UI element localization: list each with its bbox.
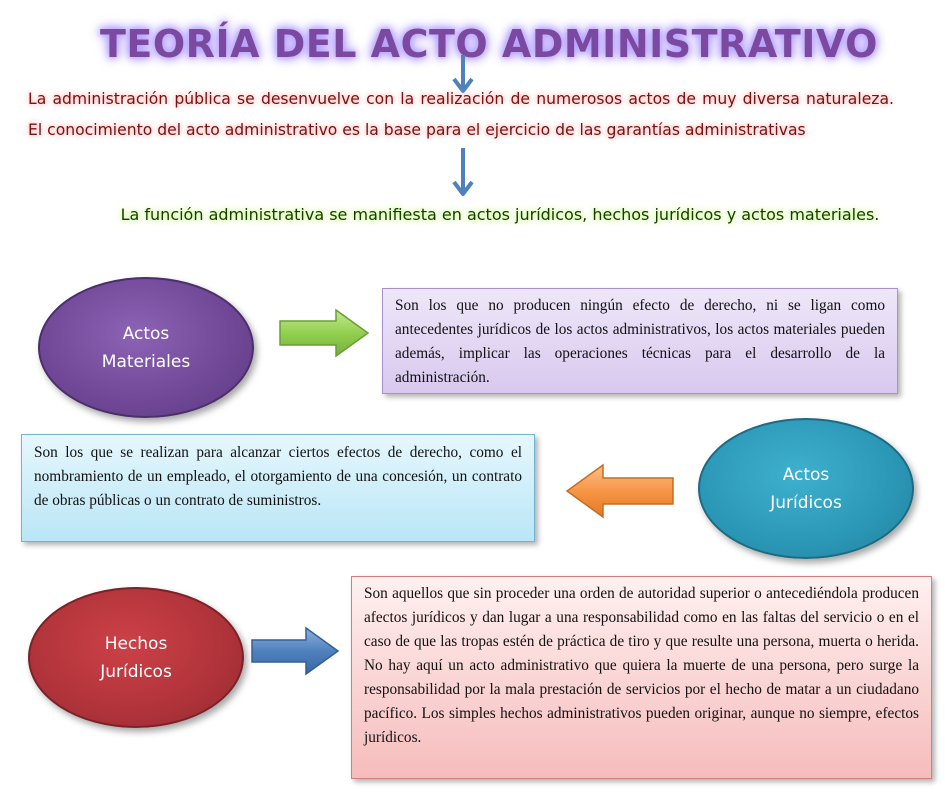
node-hechos-juridicos (28, 587, 244, 728)
arrow-right-icon (250, 626, 340, 676)
description-actos-juridicos: Son los que se realizan para alcanzar ciertos efectos de derecho, como el nombramiento de un empleado, el otorgamiento de una concesión, un contrato de obras públicas o un contrato de suministros. (21, 434, 535, 542)
node-actos-materiales (38, 277, 254, 418)
node-actos-juridicos (698, 418, 914, 559)
arrow-down-icon (452, 148, 474, 198)
intro-text: La administración pública se desenvuelve con la realización de numerosos actos de muy diversa naturaleza. El conocimiento del acto administrativo es la base para el ejercicio de las garantías administrativas (28, 90, 894, 139)
node-label-line1: Hechos (104, 633, 168, 654)
description-hechos-juridicos: Son aquellos que sin proceder una orden de autoridad superior o antecediéndola producen afectos jurídicos y dan lugar a una responsabilidad como en las faltas del servicio o en el caso de que las tropas estén de práctica de tiro y que resulte una persona, muerta o herida. No hay aquí un acto administrativo que quiera la muerte de una persona, pero surge la responsabilidad por la mala prestación de servicios por el hecho de matar a un ciudadano pacífico. Los simples hechos administrativos pueden originar, aunque no siempre, efectos jurídicos. (351, 576, 932, 779)
node-label-line1: Actos (782, 464, 830, 485)
arrow-left-icon (565, 463, 675, 519)
arrow-right-icon (278, 308, 370, 358)
node-label-line1: Actos (122, 323, 170, 344)
function-statement: La función administrativa se manifiesta en actos jurídicos, hechos jurídicos y actos materiales. (120, 205, 880, 224)
node-label-line2: Jurídicos (100, 661, 172, 682)
node-label-line2: Materiales (101, 351, 191, 372)
description-actos-materiales: Son los que no producen ningún efecto de derecho, ni se ligan como antecedentes jurídicos de los actos administrativos, los actos materiales pueden además, implicar las operaciones técnicas para el desarrollo de la administración. (382, 288, 898, 394)
diagram-title: TEORÍA DEL ACTO ADMINISTRATIVO (100, 22, 878, 66)
node-label-line2: Jurídicos (770, 492, 842, 513)
